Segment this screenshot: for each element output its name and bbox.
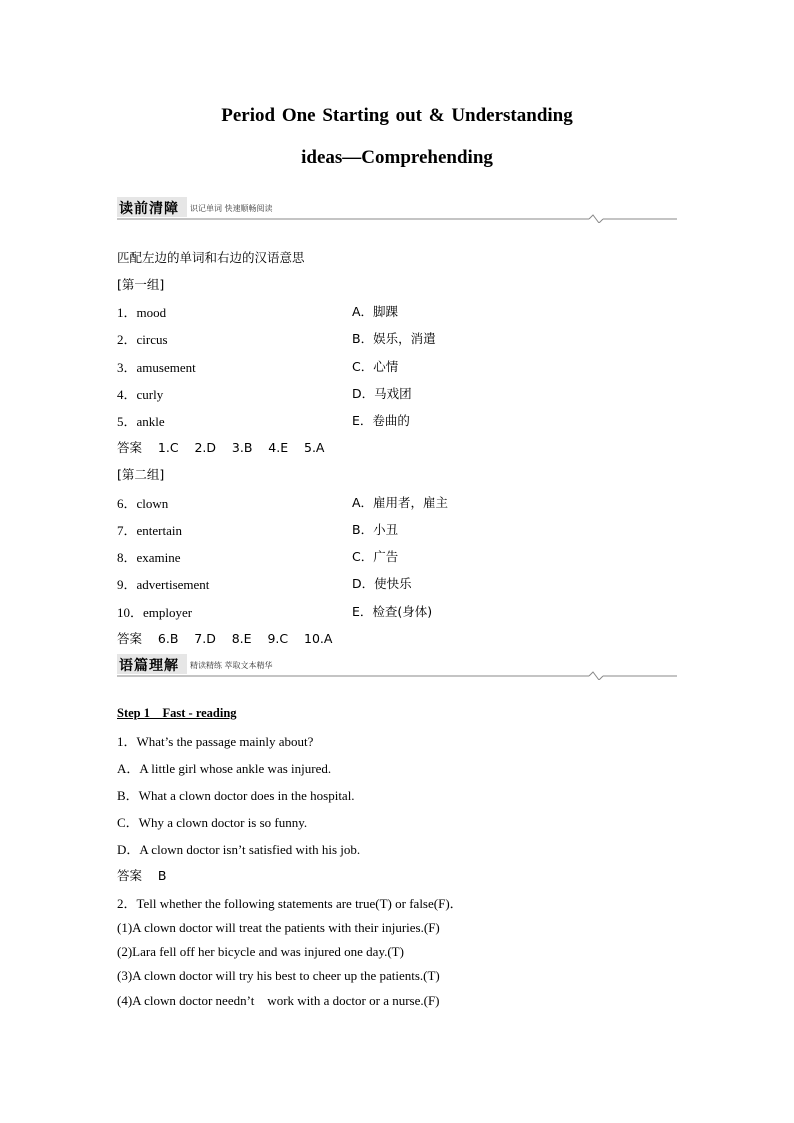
meaning-item: E．卷曲的 [352,413,410,428]
answer-line: 答案 B [117,868,167,883]
statement-item: (4)A clown doctor needn’t work with a doctor or a nurse.(F) [117,993,440,1008]
statement-item: (3)A clown doctor will try his best to cheer up the patients.(T) [117,968,440,983]
group-label: [第二组] [117,467,165,482]
meaning-item: C．广告 [352,549,399,564]
word-item: 4．curly [117,387,164,402]
meaning-item: B．娱乐，消遣 [352,331,436,346]
meaning-item: A．雇用者，雇主 [352,495,449,510]
word-item: 7．entertain [117,523,182,538]
section-subtitle: 精读精练 萃取文本精华 [190,661,273,670]
word-item: 3．amusement [117,360,196,375]
meaning-item: A．脚踝 [352,304,399,319]
page-title-line2: ideas—Comprehending [301,147,493,168]
instruction-text: 匹配左边的单词和右边的汉语意思 [117,250,305,265]
section-title: 读前清障 [119,201,179,217]
section-subtitle: 识记单词 快速顺畅阅读 [190,204,273,213]
option-c: C．Why a clown doctor is so funny. [117,815,308,830]
step-heading: Step 1 Fast - reading [117,706,237,720]
word-item: 1．mood [117,305,167,320]
page-title-line1: Period One Starting out & Understanding [221,105,573,126]
question-1: 1．What’s the passage mainly about? [117,734,314,749]
word-item: 2．circus [117,332,168,347]
word-item: 8．examine [117,550,181,565]
word-item: 5．ankle [117,414,165,429]
statement-item: (1)A clown doctor will treat the patients with their injuries.(F) [117,920,440,935]
question-2: 2．Tell whether the following statements are true(T) or false(F)． [117,896,463,911]
meaning-item: B．小丑 [352,522,399,537]
meaning-item: D．马戏团 [352,386,412,401]
section-header-text-comprehension [117,654,677,676]
answer-line: 答案 1.C 2.D 3.B 4.E 5.A [117,440,325,455]
word-item: 10．employer [117,605,193,620]
meaning-item: C．心情 [352,359,399,374]
meaning-item: E．检查(身体) [352,604,433,619]
meaning-item: D．使快乐 [352,576,412,591]
word-item: 6．clown [117,496,169,511]
option-b: B．What a clown doctor does in the hospital. [117,788,355,803]
section-title: 语篇理解 [119,658,179,674]
answer-line: 答案 6.B 7.D 8.E 9.C 10.A [117,631,333,646]
word-item: 9．advertisement [117,577,210,592]
group-label: [第一组] [117,277,165,292]
statement-item: (2)Lara fell off her bicycle and was injured one day.(T) [117,944,404,959]
option-a: A．A little girl whose ankle was injured. [117,761,332,776]
option-d: D．A clown doctor isn’t satisfied with his job. [117,842,361,857]
section-header-pre-reading [117,197,677,219]
